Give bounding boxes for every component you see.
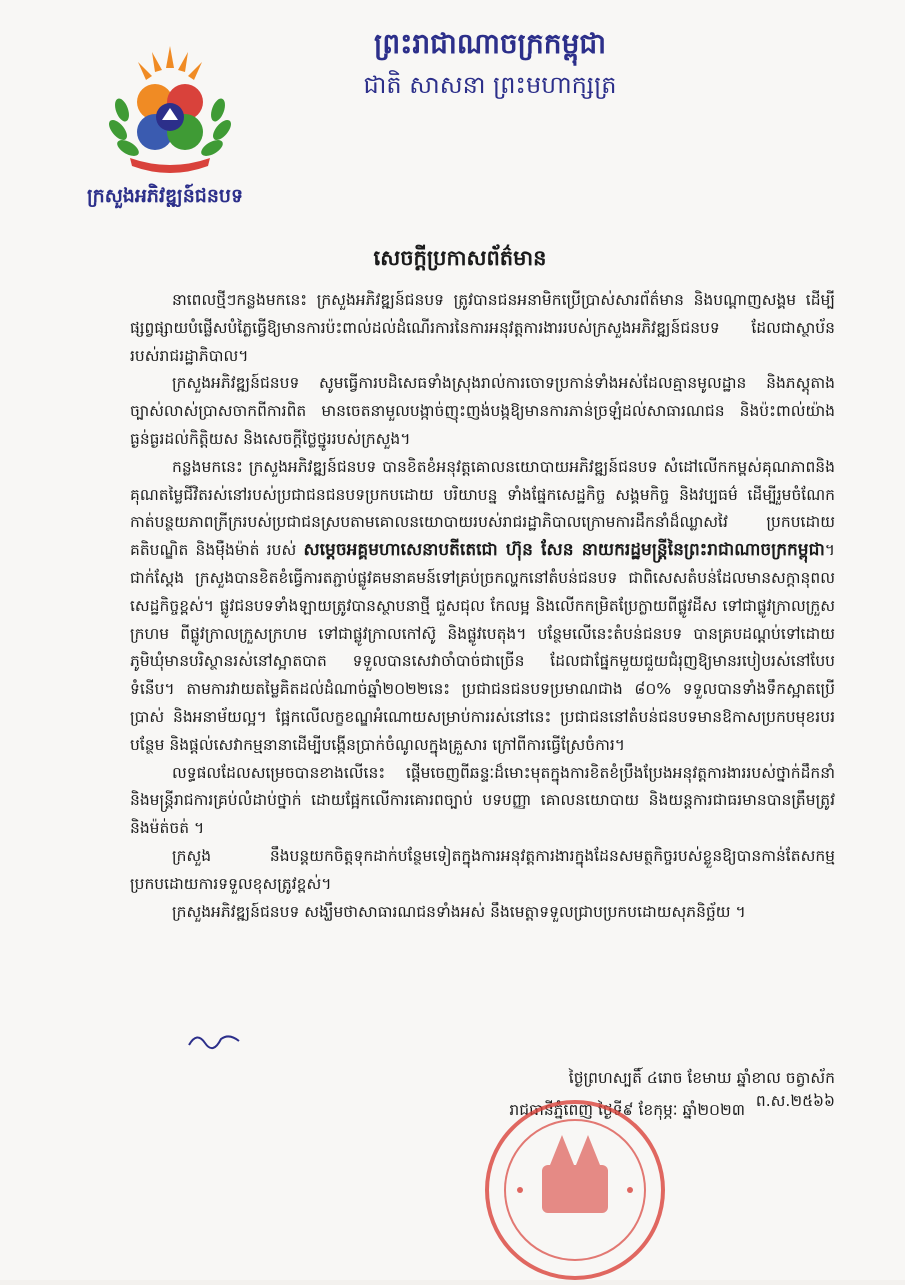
prime-minister-name: សម្តេចអគ្គមហាសេនាបតីតេជោ ហ៊ុន សែន នាយករដ្ឋមន្ត្រីនៃព្រះរាជាណាចក្រកម្ពុជា [303,540,825,561]
paragraph-2: ក្រសួងអភិវឌ្ឍន៍ជនបទ សូមធ្វើការបដិសេធទាំងស្រុងរាល់ការចោទប្រកាន់ទាំងអស់ដែលគ្មានមូលដ្ឋាន និងភស្តុតាងច្បាស់លាស់ប្រាសចាកពីការពិត មានចេតនាមួលបង្កាច់ញុះញង់បង្កឱ្យមានការភាន់ច្រឡំដល់សាធារណជន និងប៉ះពាល់យ៉ាងធ្ងន់ធ្ងរដល់កិត្តិយស និងសេចក្តីថ្លៃថ្នូររបស់ក្រសួង។ [130,374,835,448]
document-body [130,287,835,926]
crown-rays-icon [138,46,202,80]
paragraph-3-text: កន្លងមកនេះ ក្រសួងអភិវឌ្ឍន៍ជនបទ បានខិតខំអនុវត្តគោលនយោបាយអភិវឌ្ឍន៍ជនបទ សំដៅលើកកម្ពស់គុណភាពនិងគុណតម្លៃជីវិតរស់នៅរបស់ប្រជាជនជនបទប្រកបដោយ បរិយាបន្ន ទាំងផ្នែកសេដ្ឋកិច្ច សង្គមកិច្ច និងវប្បធម៌ ដើម្បីរួមចំណែកកាត់បន្ថយភាពក្រីក្ររបស់ប្រជាជនស្របតាមគោលនយោបាយរបស់រាជរដ្ឋាភិបាលក្រោមការដឹកនាំដ៏ឈ្លាសវៃ ប្រកបដោយគតិបណ្ឌិត និងម៉ឺងម៉ាត់ របស់ [130,457,835,560]
paragraph-6: ក្រសួងអភិវឌ្ឍន៍ជនបទ សង្ឃឹមថាសាធារណជនទាំងអស់ នឹងមេត្តាទទួលជ្រាបប្រកបដោយសុភនិច្ឆ័យ ។ [172,902,746,921]
initial-signature-icon [185,1025,245,1055]
paragraph-3 [130,454,835,760]
national-motto: ជាតិ សាសនា ព្រះមហាក្សត្រ [363,71,617,99]
paragraph-1: នាពេលថ្មីៗកន្លងមកនេះ ក្រសួងអភិវឌ្ឍន៍ជនបទ ត្រូវបានជនអនាមិកប្រើប្រាស់សារព័ត៌មាន និងបណ្ដាញសង្គម ដើម្បីផ្សព្វផ្សាយបំផ្លើសបំភ្លៃធ្វើឱ្យមានការប៉ះពាល់ដល់ដំណើរការនៃការអនុវត្តការងាររបស់ក្រសួងអភិវឌ្ឍន៍ជនបទ ដែលជាស្ថាប័នរបស់រាជរដ្ឋាភិបាល។ [130,291,835,365]
paragraph-3-continued: ។ ជាក់ស្តែង ក្រសួងបានខិតខំធ្វើការតភ្ជាប់ផ្លូវគមនាគមន៍ទៅគ្រប់ច្រកល្ហកនៅតំបន់ជនបទ ជាពិសេសតំបន់ដែលមានសក្ដានុពលសេដ្ឋកិច្ចខ្ពស់។ ផ្លូវជនបទទាំងឡាយត្រូវបានស្ថាបនាថ្មី ជួសជុល កែលម្អ និងលើកកម្រិតប្រែក្លាយពីផ្លូវដីស ទៅជាផ្លូវក្រាលក្រួសក្រហម ពីផ្លូវក្រាលក្រួសក្រហម ទៅជាផ្លូវក្រាលកៅស៊ូ និងផ្លូវបេតុង។ បន្ថែមលើនេះតំបន់ជនបទ បានគ្របដណ្ដប់ទៅដោយភូមិឃុំមានបរិស្ថានរស់នៅស្អាតបាត ទទួលបានសេវាចាំបាច់ជាច្រើន ដែលជាផ្នែកមួយជួយជំរុញឱ្យមានរបៀបរស់នៅបែបទំនើប។ តាមការវាយតម្លៃគិតដល់ដំណាច់ឆ្នាំ២០២២នេះ ប្រជាជនជនបទប្រមាណជាង ៨០% ទទួលបានទាំងទឹកស្អាតប្រើប្រាស់ និងអនាម័យល្អ។ ផ្អែកលើលក្ខខណ្ឌអំណោយសម្រាប់ការរស់នៅនេះ ប្រជាជននៅតំបន់ជនបទមានឱកាសប្រកបមុខរបរបន្ថែម និងផ្តល់សេវាកម្មនានាដើម្បីបង្កើនប្រាក់ចំណូលក្នុងគ្រួសារ ក្រៅពីការធ្វើស្រែចំការ។ [130,541,835,754]
ministry-logo-icon [100,40,240,180]
kingdom-heading: ព្រះរាជាណាចក្រកម្ពុជា [373,27,606,60]
ministry-name: ក្រសួងអភិវឌ្ឍន៍ជនបទ [86,185,244,207]
paragraph-4: លទ្ធផលដែលសម្រេចបានខាងលើនេះ ផ្តើមចេញពីឆន្ទៈដ៏មោះមុតក្នុងការខិតខំប្រឹងប្រែងអនុវត្តការងាររបស់ថ្នាក់ដឹកនាំ និងមន្រ្តីរាជការគ្រប់លំដាប់ថ្នាក់ ដោយផ្អែកលើការគោរពច្បាប់ បទបញ្ញា គោលនយោបាយ និងយន្តការជាធរមានបានត្រឹមត្រូវ និងម៉ត់ចត់ ។ [130,763,835,838]
place-and-date: រាជធានីភ្នំពេញ ថ្ងៃទី៩ ខែកុម្ភៈ ឆ្នាំ២០២៣ [509,1101,745,1119]
official-seal-icon [480,1095,670,1285]
paragraph-5: ក្រសួង នឹងបន្តយកចិត្តទុកដាក់បន្ថែមទៀតក្នុងការអនុវត្តការងារក្នុងដែនសមត្ថកិច្ចរបស់ខ្លួនឱ្យបានកាន់តែសកម្ម ប្រកបដោយការទទួលខុសត្រូវខ្ពស់។ [130,846,835,893]
seal-emblem-icon [542,1135,608,1213]
lunar-date: ថ្ងៃព្រហស្បតិ៍ ៤រោច ខែមាឃ ឆ្នាំខាល ចត្វាស័ក ព.ស.២៥៦៦ [568,1069,835,1110]
document-title: សេចក្ដីប្រកាសព័ត៌មាន [373,246,547,270]
